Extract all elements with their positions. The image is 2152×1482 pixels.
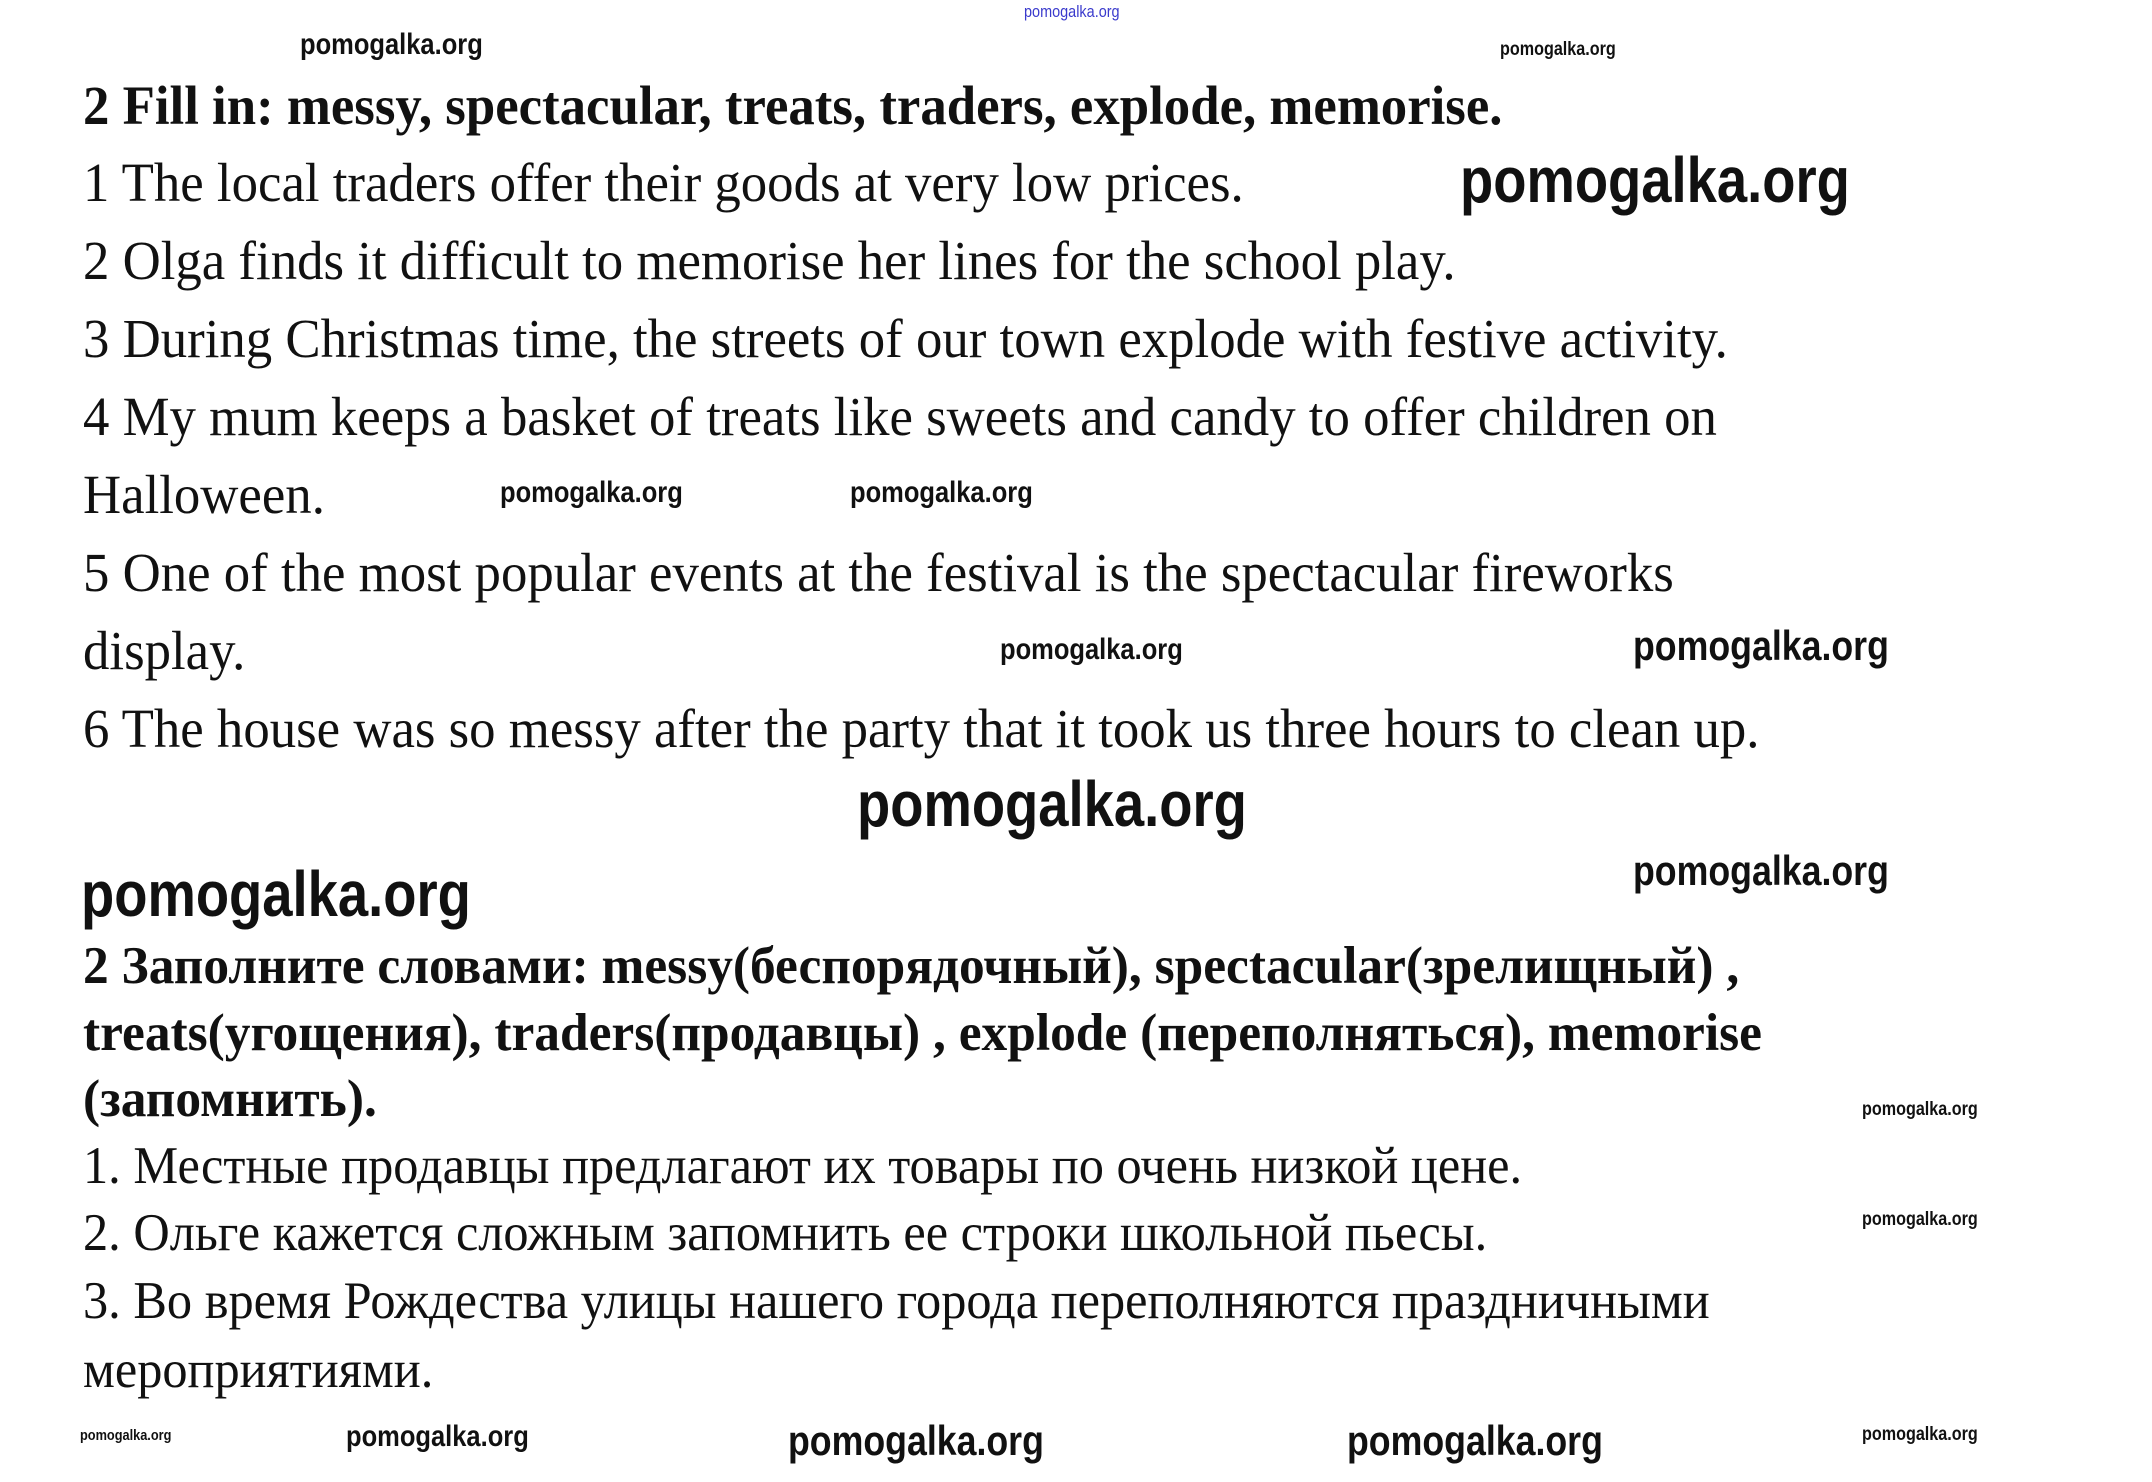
watermark: pomogalka.org (1633, 847, 1889, 894)
exercise-heading-ru-3: (запомнить). (83, 1070, 377, 1128)
watermark: pomogalka.org (1862, 1099, 1978, 1120)
sentence-5: 5 One of the most popular events at the festival is the spectacular fireworks (83, 542, 1674, 603)
watermark: pomogalka.org (300, 28, 483, 61)
watermark: pomogalka.org (1460, 144, 1850, 216)
sentence-4: 4 My mum keeps a basket of treats like sweets and candy to offer children on (83, 386, 1717, 447)
sentence-2: 2 Olga finds it difficult to memorise her lines for the school play. (83, 230, 1456, 291)
watermark: pomogalka.org (346, 1420, 529, 1453)
watermark: pomogalka.org (1000, 633, 1183, 666)
sentence-ru-1: 1. Местные продавцы предлагают их товары по очень низкой цене. (83, 1137, 1523, 1195)
watermark: pomogalka.org (81, 858, 471, 930)
watermark: pomogalka.org (1862, 1424, 1978, 1445)
watermark: pomogalka.org (850, 476, 1033, 509)
watermark: pomogalka.org (857, 768, 1247, 840)
watermark: pomogalka.org (788, 1417, 1044, 1464)
sentence-ru-3: 3. Во время Рождества улицы нашего города переполняются праздничными (83, 1272, 1710, 1330)
sentence-1: 1 The local traders offer their goods at very low prices. (83, 152, 1244, 213)
sentence-5-cont: display. (83, 620, 246, 681)
sentence-6: 6 The house was so messy after the party that it took us three hours to clean up. (83, 698, 1760, 759)
exercise-heading-ru-2: treats(угощения), traders(продавцы) , explode (переполняться), memorise (83, 1004, 1762, 1062)
exercise-heading-ru-1: 2 Заполните словами: messy(беспорядочный), spectacular(зрелищный) , (83, 937, 1740, 995)
watermark: pomogalka.org (80, 1427, 172, 1444)
watermark: pomogalka.org (500, 476, 683, 509)
sentence-3: 3 During Christmas time, the streets of our town explode with festive activity. (83, 308, 1728, 369)
sentence-ru-3-cont: мероприятиями. (83, 1341, 434, 1399)
exercise-heading: 2 Fill in: messy, spectacular, treats, traders, explode, memorise. (83, 75, 1503, 136)
sentence-ru-2: 2. Ольге кажется сложным запомнить ее строки школьной пьесы. (83, 1204, 1488, 1262)
watermark-top: pomogalka.org (1024, 2, 1120, 21)
sentence-4-cont: Halloween. (83, 464, 325, 525)
watermark: pomogalka.org (1633, 622, 1889, 669)
watermark: pomogalka.org (1347, 1417, 1603, 1464)
watermark: pomogalka.org (1862, 1209, 1978, 1230)
watermark: pomogalka.org (1500, 39, 1616, 60)
